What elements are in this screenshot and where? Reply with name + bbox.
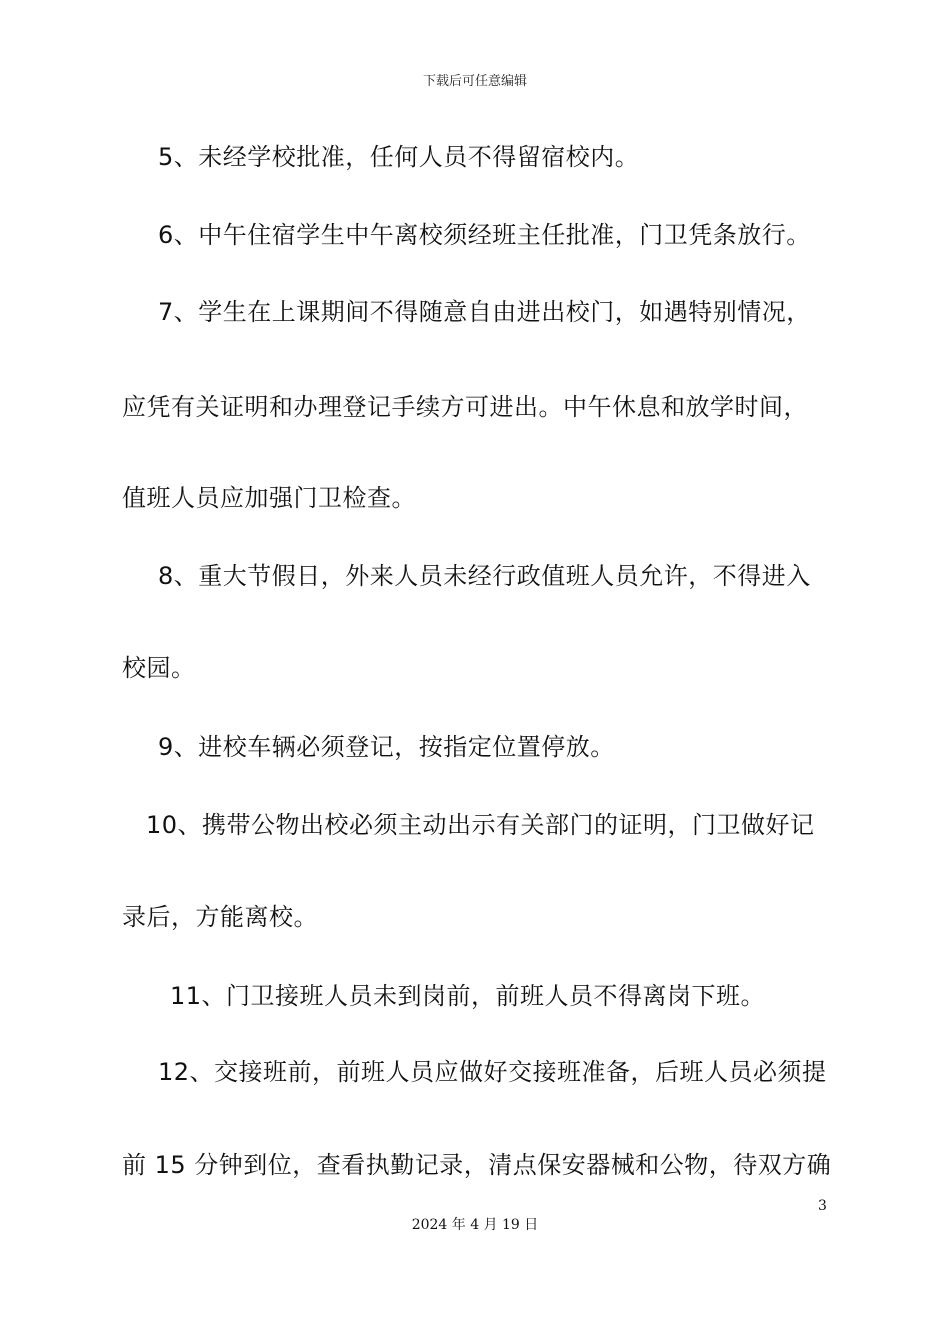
paragraph-line: 5、未经学校批准，任何人员不得留宿校内。 <box>158 143 640 171</box>
page-header: 下载后可任意编辑 <box>422 74 527 89</box>
footer-date: 2024 年 4 月 19 日 <box>411 1217 539 1233</box>
paragraph-line: 9、进校车辆必须登记，按指定位置停放。 <box>158 733 615 761</box>
paragraph-line: 值班人员应加强门卫检查。 <box>122 484 416 512</box>
paragraph-line: 前 15 分钟到位，查看执勤记录，清点保安器械和公物，待双方确 <box>122 1151 832 1179</box>
paragraph-line: 6、中午住宿学生中午离校须经班主任批准，门卫凭条放行。 <box>158 221 811 249</box>
paragraph-line: 录后，方能离校。 <box>122 903 318 931</box>
page-number: 3 <box>818 1198 827 1214</box>
paragraph-line: 8、重大节假日，外来人员未经行政值班人员允许，不得进入 <box>158 562 811 590</box>
paragraph-line: 校园。 <box>122 654 196 682</box>
paragraph-line: 11、门卫接班人员未到岗前，前班人员不得离岗下班。 <box>170 982 766 1010</box>
paragraph-line: 10、携带公物出校必须主动出示有关部门的证明，门卫做好记 <box>146 811 815 839</box>
paragraph-line: 7、学生在上课期间不得随意自由进出校门，如遇特别情况， <box>158 298 811 326</box>
paragraph-line: 12、交接班前，前班人员应做好交接班准备，后班人员必须提 <box>158 1058 827 1086</box>
paragraph-line: 应凭有关证明和办理登记手续方可进出。中午休息和放学时间， <box>122 393 808 421</box>
